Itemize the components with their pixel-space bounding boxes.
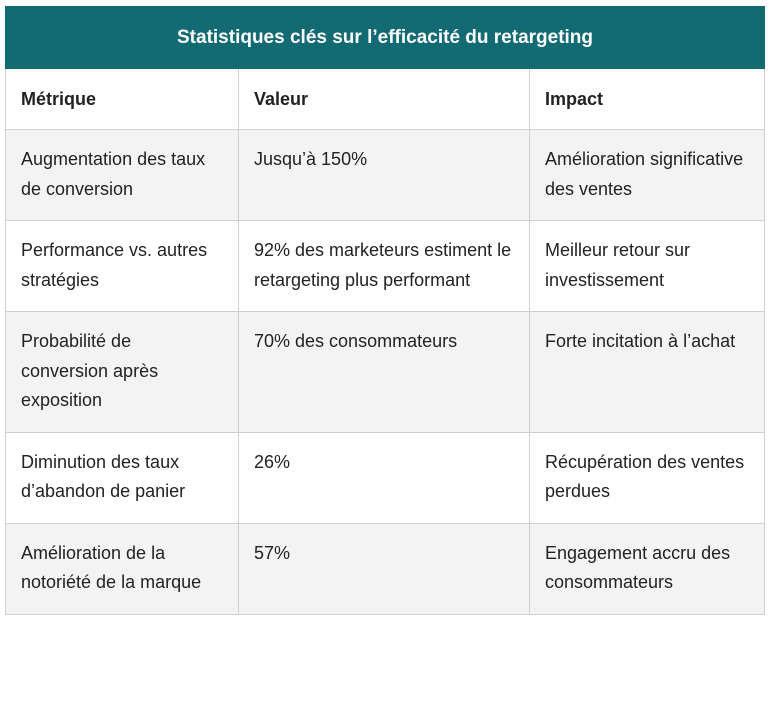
table-title: Statistiques clés sur l’efficacité du retargeting <box>6 7 765 69</box>
retargeting-stats-table <box>5 6 765 615</box>
cell-valeur: 26% <box>239 432 530 523</box>
cell-valeur: 92% des marketeurs estiment le retargeting plus performant <box>239 221 530 312</box>
cell-valeur: Jusqu’à 150% <box>239 130 530 221</box>
header-valeur: Valeur <box>239 69 530 130</box>
table-row <box>6 221 765 312</box>
cell-impact: Engagement accru des consommateurs <box>530 523 765 614</box>
cell-metrique: Augmentation des taux de conversion <box>6 130 239 221</box>
header-impact: Impact <box>530 69 765 130</box>
cell-impact: Amélioration significative des ventes <box>530 130 765 221</box>
table-title-row <box>6 7 765 69</box>
stats-table-container <box>5 6 764 615</box>
cell-metrique: Probabilité de conversion après exposition <box>6 312 239 433</box>
table-row <box>6 130 765 221</box>
header-metrique: Métrique <box>6 69 239 130</box>
cell-valeur: 57% <box>239 523 530 614</box>
table-row <box>6 312 765 433</box>
cell-metrique: Diminution des taux d’abandon de panier <box>6 432 239 523</box>
cell-metrique: Amélioration de la notoriété de la marque <box>6 523 239 614</box>
cell-metrique: Performance vs. autres stratégies <box>6 221 239 312</box>
cell-valeur: 70% des consommateurs <box>239 312 530 433</box>
cell-impact: Forte incitation à l’achat <box>530 312 765 433</box>
table-header-row <box>6 69 765 130</box>
cell-impact: Récupération des ventes perdues <box>530 432 765 523</box>
table-row <box>6 432 765 523</box>
cell-impact: Meilleur retour sur investissement <box>530 221 765 312</box>
table-row <box>6 523 765 614</box>
